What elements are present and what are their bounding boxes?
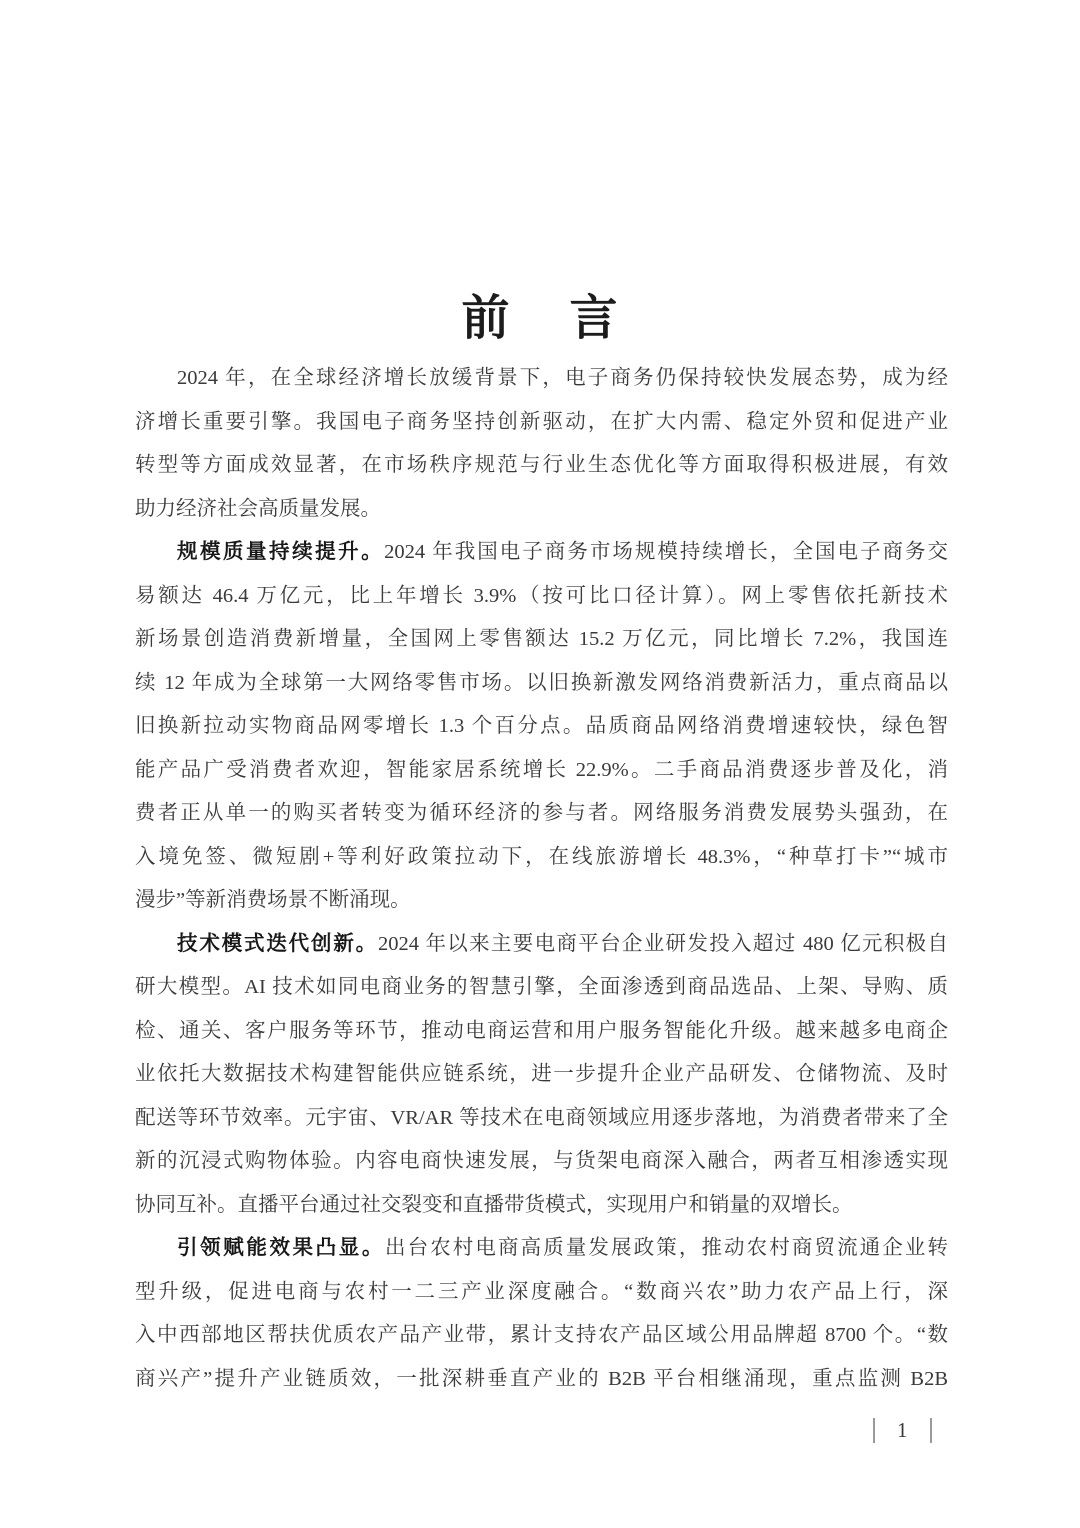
text-line bbox=[135, 531, 948, 575]
paragraph-bold-lead: 技术模式迭代创新。 bbox=[177, 932, 378, 955]
line-text: 转型等方面成效显著，在市场秩序规范与行业生态优化等方面取得积极进展，有效 bbox=[135, 454, 948, 476]
line-text: 2024 年我国电子商务市场规模持续增长，全国电子商务交 bbox=[384, 541, 948, 563]
text-line bbox=[135, 1358, 948, 1402]
page-footer bbox=[873, 1416, 932, 1444]
text-line bbox=[135, 1227, 948, 1271]
line-text: 费者正从单一的购买者转变为循环经济的参与者。网络服务消费发展势头强劲，在 bbox=[135, 802, 948, 824]
text-line bbox=[135, 401, 948, 445]
line-text: 研大模型。AI 技术如同电商业务的智慧引擎，全面渗透到商品选品、上架、导购、质 bbox=[135, 976, 948, 998]
document-body bbox=[135, 357, 948, 1401]
line-text: 漫步”等新消费场景不断涌现。 bbox=[135, 889, 411, 911]
text-line bbox=[135, 923, 948, 967]
line-text: 协同互补。直播平台通过社交裂变和直播带货模式，实现用户和销量的双增长。 bbox=[135, 1193, 853, 1216]
text-line bbox=[135, 1097, 948, 1141]
text-line bbox=[135, 444, 948, 488]
text-line bbox=[135, 749, 948, 793]
line-text: 2024 年，在全球经济增长放缓背景下，电子商务仍保持较快发展态势，成为经 bbox=[177, 367, 948, 389]
line-text: 型升级，促进电商与农村一二三产业深度融合。“数商兴农”助力农产品上行，深 bbox=[135, 1280, 948, 1303]
line-text: 入境免签、微短剧+等利好政策拉动下，在线旅游增长 48.3%，“种草打卡”“城市 bbox=[135, 845, 948, 868]
line-text: 检、通关、客户服务等环节，推动电商运营和用户服务智能化升级。越来越多电商企 bbox=[135, 1019, 948, 1042]
text-line bbox=[135, 1140, 948, 1184]
text-line bbox=[135, 575, 948, 619]
line-text: 2024 年以来主要电商平台企业研发投入超过 480 亿元积极自 bbox=[377, 932, 948, 955]
line-text: 入中西部地区帮扶优质农产品产业带，累计支持农产品区域公用品牌超 8700 个。“数 bbox=[135, 1324, 948, 1346]
text-line bbox=[135, 357, 948, 401]
page-title: 前 言 bbox=[461, 292, 619, 346]
text-line bbox=[135, 1010, 948, 1054]
line-text: 商兴产”提升产业链质效，一批深耕垂直产业的 B2B 平台相继涌现，重点监测 B2B bbox=[135, 1367, 948, 1390]
text-line bbox=[135, 966, 948, 1010]
line-text: 旧换新拉动实物商品网零增长 1.3 个百分点。品质商品网络消费增速较快，绿色智 bbox=[135, 715, 948, 737]
text-line bbox=[135, 488, 948, 532]
line-text: 业依托大数据技术构建智能供应链系统，进一步提升企业产品研发、仓储物流、及时 bbox=[135, 1063, 948, 1085]
paragraph-bold-lead: 规模质量持续提升。 bbox=[177, 541, 385, 563]
line-text: 济增长重要引擎。我国电子商务坚持创新驱动，在扩大内需、稳定外贸和促进产业 bbox=[135, 410, 948, 433]
text-line bbox=[135, 1184, 948, 1228]
line-text: 新场景创造消费新增量，全国网上零售额达 15.2 万亿元，同比增长 7.2%，我国连 bbox=[135, 628, 948, 650]
paragraph-bold-lead: 引领赋能效果凸显。 bbox=[177, 1237, 385, 1259]
text-line bbox=[135, 662, 948, 706]
line-text: 新的沉浸式购物体验。内容电商快速发展，与货架电商深入融合，两者互相渗透实现 bbox=[135, 1150, 948, 1172]
text-line bbox=[135, 705, 948, 749]
line-text: 续 12 年成为全球第一大网络零售市场。以旧换新激发网络消费新活力，重点商品以 bbox=[135, 671, 948, 694]
line-text: 易额达 46.4 万亿元，比上年增长 3.9%（按可比口径计算）。网上零售依托新技术 bbox=[135, 584, 948, 607]
text-line bbox=[135, 1053, 948, 1097]
text-line bbox=[135, 1314, 948, 1358]
text-line bbox=[135, 1271, 948, 1315]
line-text: 配送等环节效率。元宇宙、VR/AR 等技术在电商领域应用逐步落地，为消费者带来了全 bbox=[135, 1106, 948, 1129]
text-line bbox=[135, 618, 948, 662]
footer-divider-right bbox=[930, 1418, 932, 1443]
text-line bbox=[135, 879, 948, 923]
text-line bbox=[135, 836, 948, 880]
page-number: 1 bbox=[897, 1418, 908, 1442]
line-text: 出台农村电商高质量发展政策，推动农村商贸流通企业转 bbox=[384, 1237, 948, 1259]
line-text: 能产品广受消费者欢迎，智能家居系统增长 22.9%。二手商品消费逐步普及化，消 bbox=[135, 758, 948, 781]
line-text: 助力经济社会高质量发展。 bbox=[135, 497, 381, 520]
text-line bbox=[135, 792, 948, 836]
footer-divider-left bbox=[873, 1418, 875, 1443]
